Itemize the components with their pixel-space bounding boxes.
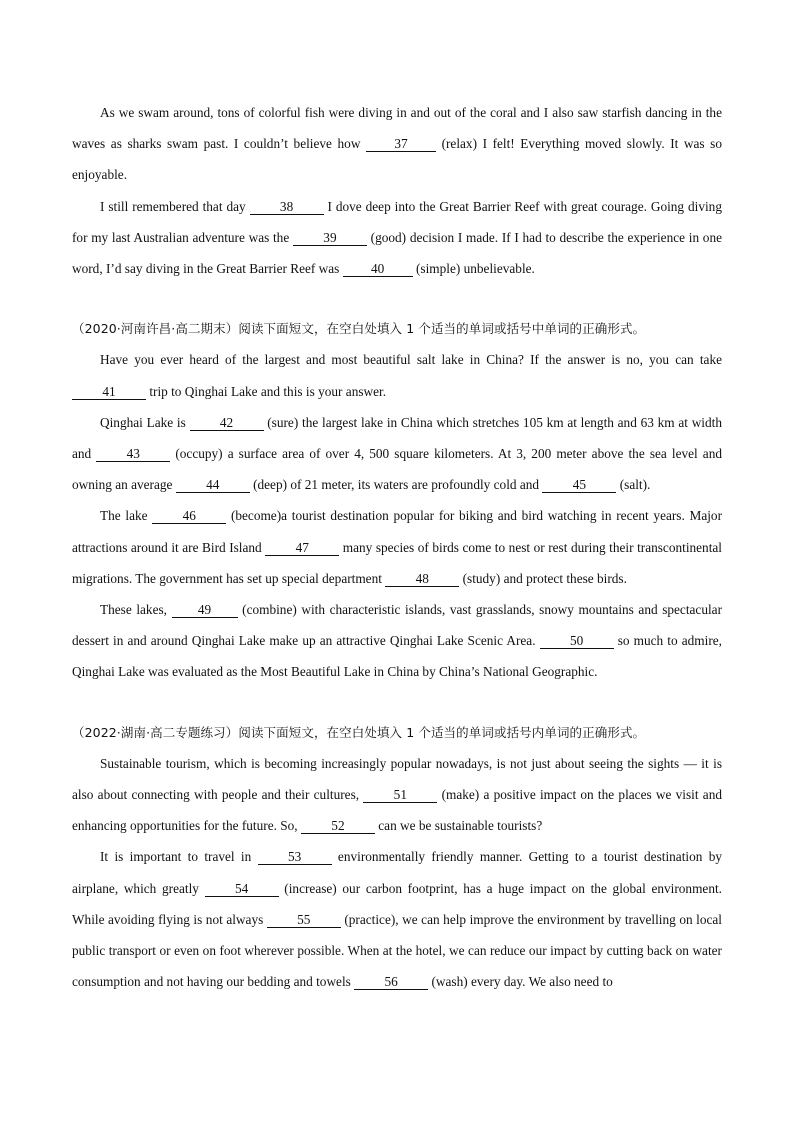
blank-41[interactable]: 41 [72,385,146,400]
paragraph-text: As we swam around, tons of colorful fish were diving in and out of the coral and I also saw starfish dancing in the waves as sharks swam past. I couldn’t believe how [72,105,722,152]
paragraph-7 [72,748,722,842]
paragraph-6 [72,594,722,688]
blank-55[interactable]: 55 [267,913,341,928]
paragraph-text: (increase) our carbon footprint, has a huge impact on the global environment. While avoiding flying is not always [72,880,722,927]
paragraph-8 [72,841,722,997]
paragraph-5 [72,500,722,594]
section-gap [72,284,722,299]
blank-42[interactable]: 42 [190,416,264,431]
blank-44[interactable]: 44 [176,478,250,493]
section-heading-1: （2020·河南许昌·高二期末）阅读下面短文，在空白处填入 1 个适当的单词或括号中单词的正确形式。 [72,321,646,337]
paragraph-text: (become)a tourist destination popular for biking and bird watching in recent years. Major attractions around it are Bird Island [72,508,722,555]
blank-56[interactable]: 56 [354,975,428,990]
paragraph-1 [72,97,722,191]
paragraph-text: (study) and protect these birds. [459,570,627,586]
blank-43[interactable]: 43 [96,447,170,462]
paragraph-text: (sure) the largest lake in China which stretches 105 km at length and 63 km at width and [72,414,722,462]
paragraph-text: Sustainable tourism, which is becoming increasingly popular nowadays, is not just about seeing the sights — it is also about connecting with people and their cultures, [72,755,722,803]
paragraph-text: (good) decision I made. If I had to describe the experience in one word, I’d say diving in the Great Barrier Reef was [72,229,723,277]
paragraph-text: The lake [100,508,153,524]
paragraph-text: (deep) of 21 meter, its waters are profoundly cold and [249,477,543,493]
paragraph-text: (practice), we can help improve the environment by travelling on local public transport or even on foot wherever possible. When at the hotel, we can reduce our impact by cutting back on water consumption and not having our bedding and towels [72,911,722,990]
blank-38[interactable]: 38 [250,200,324,215]
document-page [72,97,722,997]
paragraph-text: environmentally friendly manner. Getting to a tourist destination by airplane, which greatly [72,849,723,896]
paragraph-text: I still remembered that day [100,198,250,214]
blank-54[interactable]: 54 [205,882,279,897]
blank-47[interactable]: 47 [265,541,339,556]
blank-49[interactable]: 49 [172,603,238,618]
blank-51[interactable]: 51 [363,788,437,803]
section-gap [72,688,722,703]
blank-48[interactable]: 48 [385,572,459,587]
paragraph-text: (occupy) a surface area of over 4, 500 square kilometers. At 3, 200 meter above the sea level and owning an average [72,446,722,493]
paragraph-text: so much to admire, Qinghai Lake was evaluated as the Most Beautiful Lake in China by China’s National Geographic. [72,633,722,680]
blank-53[interactable]: 53 [258,850,332,865]
blank-40[interactable]: 40 [343,262,413,277]
blank-37[interactable]: 37 [366,137,436,152]
paragraph-text: Have you ever heard of the largest and most beautiful salt lake in China? If the answer is no, you can take [100,352,722,368]
paragraph-text: trip to Qinghai Lake and this is your answer. [146,383,387,399]
blank-39[interactable]: 39 [293,231,367,246]
blank-52[interactable]: 52 [301,819,375,834]
paragraph-text: (relax) I felt! Everything moved slowly. It was so enjoyable. [72,136,722,183]
blank-45[interactable]: 45 [542,478,616,493]
paragraph-4 [72,407,722,501]
paragraph-text: Qinghai Lake is [100,414,190,430]
paragraph-text: These lakes, [100,602,172,618]
paragraph-text: many species of birds come to nest or rest during their transcontinental migrations. The government has set up special department [72,539,722,586]
blank-50[interactable]: 50 [540,634,614,649]
paragraph-text: (make) a positive impact on the places we visit and enhancing opportunities for the future. So, [72,787,722,834]
paragraph-text: can we be sustainable tourists? [374,818,543,834]
paragraph-text: (salt). [616,477,651,493]
paragraph-text: (wash) every day. We also need to [428,974,613,990]
paragraph-text: It is important to travel in [100,849,258,865]
blank-46[interactable]: 46 [152,509,226,524]
paragraph-3 [72,344,722,406]
section-heading-2: （2022·湖南·高二专题练习）阅读下面短文，在空白处填入 1 个适当的单词或括号内单词的正确形式。 [72,724,646,740]
paragraph-text: (simple) unbelievable. [412,261,535,277]
paragraph-2 [72,191,722,285]
paragraph-text: I dove deep into the Great Barrier Reef with great courage. Going diving for my last Australian adventure was the [72,198,722,245]
paragraph-text: (combine) with characteristic islands, vast grasslands, snowy mountains and spectacular dessert in and around Qinghai Lake make up an attractive Qinghai Lake Scenic Area. [72,602,722,649]
